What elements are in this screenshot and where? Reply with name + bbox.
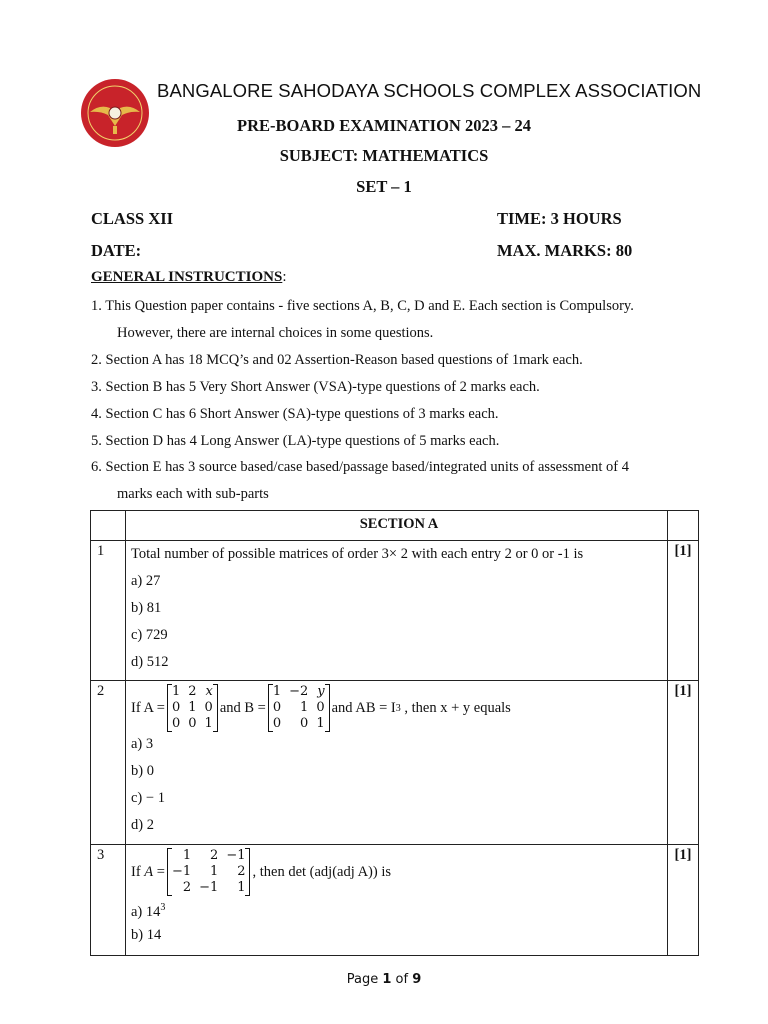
time-label: TIME: 3 HOURS <box>497 209 622 228</box>
matrix-b: 1 −2 y 0 1 0 0 0 1 <box>269 684 329 732</box>
questions-table <box>90 510 699 956</box>
exam-title: PRE-BOARD EXAMINATION 2023 – 24 <box>237 116 531 135</box>
option: a) 3 <box>131 736 154 752</box>
subject-title: SUBJECT: MATHEMATICS <box>279 146 489 165</box>
option: a) 27 <box>131 573 161 589</box>
instruction-item: 5. Section D has 4 Long Answer (LA)-type questions of 5 marks each. <box>91 433 500 449</box>
matrix-a: 1 2 x 0 1 0 0 0 1 <box>168 684 217 732</box>
question-number: 3 <box>91 845 126 956</box>
date-label: DATE: <box>91 241 142 260</box>
option: d) 512 <box>131 654 169 670</box>
question-text: If A = 1 2 x 0 1 0 0 0 1 and B = 1 −2 y 0 1 0 0 0 1 and AB = I 3 , then x + y equals <box>131 684 511 731</box>
organization-name: BANGALORE SAHODAYA SCHOOLS COMPLEX ASSOCIATION <box>157 80 702 101</box>
question-marks: [1] <box>668 845 699 956</box>
instruction-item: 6. Section E has 3 source based/case based/passage based/integrated units of assessment of 4 <box>91 459 629 475</box>
instruction-item: 3. Section B has 5 Very Short Answer (VSA)-type questions of 2 marks each. <box>91 379 540 395</box>
instruction-item: 1. This Question paper contains - five sections A, B, C, D and E. Each section is Compulsory. <box>91 298 634 314</box>
question-row <box>91 541 699 681</box>
option: b) 14 <box>131 927 162 943</box>
option: b) 0 <box>131 763 154 779</box>
question-marks: [1] <box>668 541 699 681</box>
question-text: If A = 1 2 −1 −1 1 2 2 −1 1 , then det (adj(adj A)) is <box>131 848 391 895</box>
instruction-item: marks each with sub-parts <box>117 486 269 502</box>
option: a) $14^3$ <box>131 902 166 920</box>
question-row <box>91 845 699 956</box>
instruction-item: However, there are internal choices in some questions. <box>117 325 434 341</box>
question-number: 2 <box>91 681 126 845</box>
section-title: SECTION A <box>126 511 668 541</box>
section-header-row <box>91 511 699 541</box>
class-label: CLASS XII <box>91 209 174 228</box>
school-association-logo <box>80 78 150 148</box>
question-number: 1 <box>91 541 126 681</box>
question-row <box>91 681 699 845</box>
instructions-heading: GENERAL INSTRUCTIONS: <box>91 269 287 285</box>
option: d) 2 <box>131 817 154 833</box>
instruction-item: 2. Section A has 18 MCQ’s and 02 Assertion-Reason based questions of 1mark each. <box>91 352 583 368</box>
question-marks: [1] <box>668 681 699 845</box>
set-label: SET – 1 <box>356 177 412 196</box>
max-marks-label: MAX. MARKS: 80 <box>497 241 633 260</box>
page-footer: Page 1 of 9 <box>346 972 422 987</box>
matrix-a: 1 2 −1 −1 1 2 2 −1 1 <box>168 848 250 896</box>
question-text: Total number of possible matrices of order 3× 2 with each entry 2 or 0 or -1 is <box>131 546 584 562</box>
instruction-item: 4. Section C has 6 Short Answer (SA)-type questions of 3 marks each. <box>91 406 499 422</box>
option: b) 81 <box>131 600 162 616</box>
option: c) − 1 <box>131 790 165 806</box>
option: c) 729 <box>131 627 168 643</box>
